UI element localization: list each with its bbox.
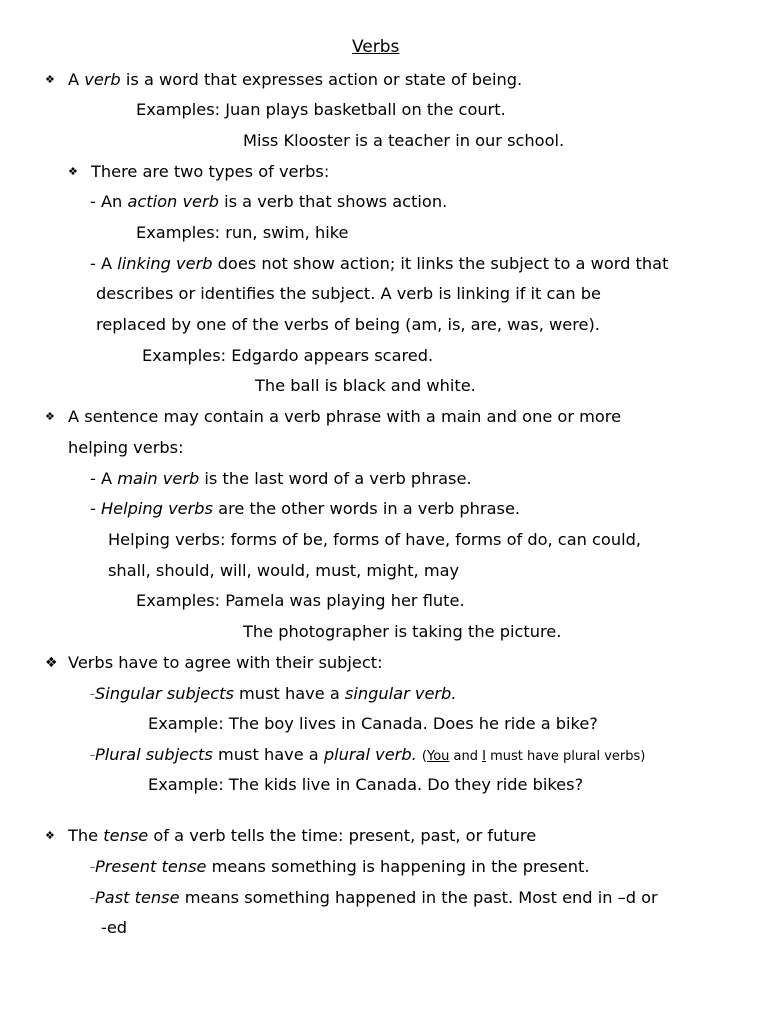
text-run: - A <box>90 254 118 273</box>
text-run: You <box>426 749 450 764</box>
example-line: Examples: Edgardo appears scared. <box>142 346 434 365</box>
action-verb-definition <box>90 192 447 212</box>
text-run: of a verb tells the time: present, past, or future <box>148 826 537 845</box>
text-run: is a word that expresses action or state of being. <box>120 70 523 89</box>
example-line: Examples: run, swim, hike <box>136 223 349 242</box>
term-plural-verb: plural verb. <box>323 745 417 764</box>
types-intro: There are two types of verbs: <box>91 162 330 181</box>
verb-phrase-intro: A sentence may contain a verb phrase with a main and one or more <box>68 407 622 426</box>
term-plural-subjects: Plural subjects <box>95 745 213 764</box>
term-helping-verbs: Helping verbs <box>101 499 213 518</box>
term-action-verb: action verb <box>127 192 219 211</box>
term-linking-verb: linking verb <box>117 254 213 273</box>
text-run: must have a <box>212 745 324 764</box>
text-run: and <box>449 749 483 764</box>
bullet-icon: ❖ <box>45 829 55 842</box>
helping-verbs-definition <box>90 499 520 519</box>
example-line: The photographer is taking the picture. <box>243 622 562 641</box>
page-title: Verbs <box>352 37 400 57</box>
bullet-icon: ❖ <box>45 655 58 671</box>
text-run: must have plural verbs) <box>485 749 646 764</box>
text-line: helping verbs: <box>68 438 184 457</box>
plural-note <box>422 749 645 764</box>
bullet-icon: ❖ <box>68 165 78 178</box>
example-line: Example: The boy lives in Canada. Does he ride a bike? <box>148 714 598 733</box>
term-singular-verb: singular verb. <box>344 684 457 703</box>
main-verb-definition <box>90 469 472 489</box>
text-line: replaced by one of the verbs of being (am, is, are, was, were). <box>96 315 600 334</box>
example-line: Examples: Juan plays basketball on the court. <box>136 100 506 119</box>
text-line: Helping verbs: forms of be, forms of have, forms of do, can could, <box>108 530 642 549</box>
text-run: means something is happening in the present. <box>206 857 590 876</box>
text-run: does not show action; it links the subject to a word that <box>212 254 669 273</box>
example-line: The ball is black and white. <box>255 376 476 395</box>
text-run: The <box>68 826 104 845</box>
term-main-verb: main verb <box>117 469 200 488</box>
text-run: I <box>482 749 486 764</box>
verb-definition <box>68 70 522 90</box>
text-run: - <box>90 499 101 518</box>
text-run: - A <box>90 469 118 488</box>
term-present-tense: Present tense <box>95 857 207 876</box>
dash-icon: – <box>90 750 95 761</box>
term-past-tense: Past tense <box>95 888 180 907</box>
term-singular-subjects: Singular subjects <box>95 684 234 703</box>
text-run: ( <box>421 749 427 764</box>
term-verb: verb <box>84 70 121 89</box>
example-line: Examples: Pamela was playing her flute. <box>136 591 465 610</box>
bullet-icon: ❖ <box>45 410 55 423</box>
text-line: describes or identifies the subject. A verb is linking if it can be <box>96 284 601 303</box>
dash-icon: – <box>90 862 95 873</box>
tense-definition <box>68 826 536 846</box>
plural-subjects-rule <box>90 745 645 768</box>
text-run: must have a <box>233 684 345 703</box>
text-run: is a verb that shows action. <box>218 192 448 211</box>
linking-verb-definition <box>90 254 668 274</box>
agreement-intro: Verbs have to agree with their subject: <box>68 653 383 672</box>
text-run: is the last word of a verb phrase. <box>199 469 472 488</box>
singular-subjects-rule <box>90 684 456 707</box>
text-run: A <box>68 70 85 89</box>
present-tense-rule <box>90 857 589 880</box>
dash-icon: – <box>90 893 95 904</box>
past-tense-rule <box>90 888 658 911</box>
text-line: -ed <box>101 918 128 937</box>
text-run: are the other words in a verb phrase. <box>213 499 521 518</box>
bullet-icon: ❖ <box>45 73 55 86</box>
text-run: - An <box>90 192 128 211</box>
text-run: means something happened in the past. Most end in –d or <box>179 888 658 907</box>
example-line: Example: The kids live in Canada. Do they ride bikes? <box>148 775 584 794</box>
text-line: shall, should, will, would, must, might, may <box>108 561 460 580</box>
dash-icon: – <box>90 689 95 700</box>
example-line: Miss Klooster is a teacher in our school. <box>243 131 565 150</box>
term-tense: tense <box>103 826 149 845</box>
